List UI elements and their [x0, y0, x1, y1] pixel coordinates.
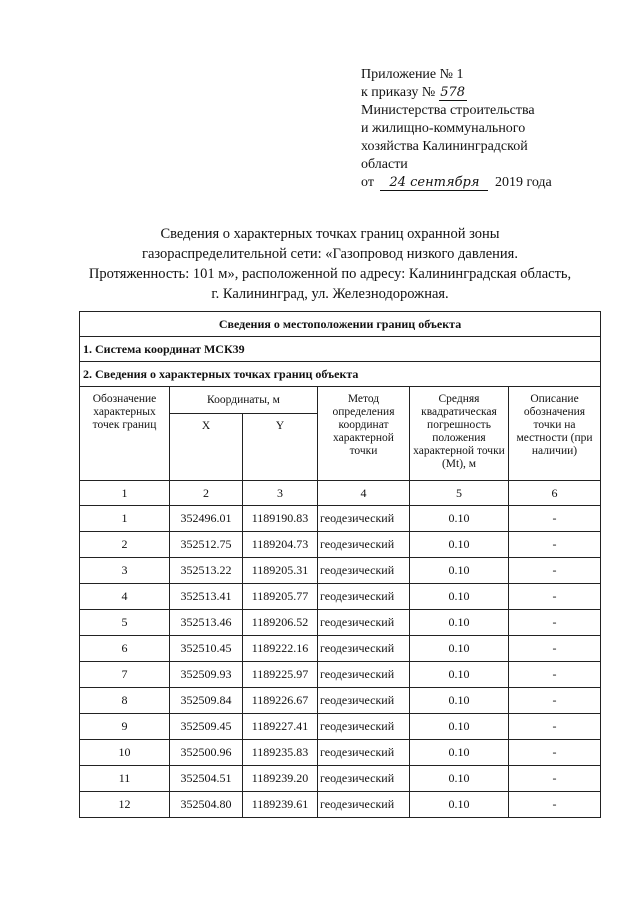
table-row — [80, 558, 601, 584]
table-row — [80, 740, 601, 766]
cell-x: 352509.84 — [170, 688, 243, 714]
cell-y: 1189226.67 — [243, 688, 318, 714]
cell-x: 352509.45 — [170, 714, 243, 740]
document-title — [60, 224, 600, 304]
cell-point-number: 10 — [80, 740, 170, 766]
cell-description: - — [509, 610, 601, 636]
cell-method: геодезический — [318, 792, 410, 818]
section-points: 2. Сведения о характерных точках границ объекта — [80, 362, 601, 387]
cell-y: 1189190.83 — [243, 506, 318, 532]
column-index: 4 — [318, 481, 410, 506]
cell-x: 352513.41 — [170, 584, 243, 610]
column-index: 1 — [80, 481, 170, 506]
date-line — [361, 174, 631, 192]
cell-x: 352500.96 — [170, 740, 243, 766]
header-point: Обозначение характерных точек границ — [80, 387, 170, 481]
cell-point-number: 2 — [80, 532, 170, 558]
ministry-line-3: хозяйства Калининградской — [361, 139, 528, 154]
cell-description: - — [509, 558, 601, 584]
cell-y: 1189205.31 — [243, 558, 318, 584]
table-row — [80, 766, 601, 792]
cell-point-number: 8 — [80, 688, 170, 714]
boundary-points-table — [79, 311, 601, 818]
cell-y: 1189239.20 — [243, 766, 318, 792]
table-row — [80, 584, 601, 610]
cell-method: геодезический — [318, 766, 410, 792]
cell-method: геодезический — [318, 558, 410, 584]
table-row — [80, 792, 601, 818]
cell-x: 352513.22 — [170, 558, 243, 584]
cell-description: - — [509, 766, 601, 792]
cell-method: геодезический — [318, 740, 410, 766]
cell-error: 0.10 — [410, 714, 509, 740]
header-error: Средняя квадратическая погрешность положения характерной точки (Mt), м — [410, 387, 509, 481]
table-row — [80, 662, 601, 688]
order-prefix: к приказу № — [361, 85, 436, 100]
cell-point-number: 7 — [80, 662, 170, 688]
ministry-line-2: и жилищно-коммунального — [361, 121, 526, 136]
cell-x: 352509.93 — [170, 662, 243, 688]
cell-description: - — [509, 506, 601, 532]
cell-x: 352496.01 — [170, 506, 243, 532]
table-row — [80, 532, 601, 558]
cell-y: 1189204.73 — [243, 532, 318, 558]
cell-error: 0.10 — [410, 610, 509, 636]
column-index: 2 — [170, 481, 243, 506]
cell-error: 0.10 — [410, 532, 509, 558]
column-index: 3 — [243, 481, 318, 506]
cell-description: - — [509, 532, 601, 558]
cell-description: - — [509, 662, 601, 688]
date-prefix: от — [361, 175, 374, 190]
header-description: Описание обозначения точки на местности (при наличии) — [509, 387, 601, 481]
cell-error: 0.10 — [410, 506, 509, 532]
cell-y: 1189206.52 — [243, 610, 318, 636]
table-row — [80, 714, 601, 740]
cell-method: геодезический — [318, 532, 410, 558]
cell-error: 0.10 — [410, 584, 509, 610]
cell-method: геодезический — [318, 662, 410, 688]
section-title: Сведения о местоположении границ объекта — [80, 312, 601, 337]
cell-method: геодезический — [318, 714, 410, 740]
cell-error: 0.10 — [410, 662, 509, 688]
order-number-handwritten: 578 — [440, 85, 466, 100]
cell-y: 1189227.41 — [243, 714, 318, 740]
appendix-title: Приложение № 1 — [361, 67, 464, 82]
cell-y: 1189235.83 — [243, 740, 318, 766]
cell-x: 352513.46 — [170, 610, 243, 636]
cell-y: 1189239.61 — [243, 792, 318, 818]
header-coordinates: Координаты, м — [170, 387, 318, 414]
cell-point-number: 6 — [80, 636, 170, 662]
section-coordinate-system: 1. Система координат МСК39 — [80, 337, 601, 362]
date-suffix: 2019 года — [494, 175, 552, 190]
cell-x: 352504.51 — [170, 766, 243, 792]
cell-method: геодезический — [318, 610, 410, 636]
cell-error: 0.10 — [410, 766, 509, 792]
table-row — [80, 506, 601, 532]
cell-point-number: 4 — [80, 584, 170, 610]
cell-description: - — [509, 688, 601, 714]
cell-method: геодезический — [318, 506, 410, 532]
table-row — [80, 688, 601, 714]
column-index-row — [80, 481, 601, 506]
cell-description: - — [509, 792, 601, 818]
cell-y: 1189222.16 — [243, 636, 318, 662]
cell-point-number: 9 — [80, 714, 170, 740]
cell-point-number: 11 — [80, 766, 170, 792]
cell-point-number: 5 — [80, 610, 170, 636]
cell-x: 352510.45 — [170, 636, 243, 662]
cell-y: 1189205.77 — [243, 584, 318, 610]
cell-method: геодезический — [318, 688, 410, 714]
cell-error: 0.10 — [410, 740, 509, 766]
table-row — [80, 610, 601, 636]
cell-point-number: 3 — [80, 558, 170, 584]
cell-description: - — [509, 740, 601, 766]
cell-error: 0.10 — [410, 636, 509, 662]
cell-error: 0.10 — [410, 688, 509, 714]
date-handwritten: 24 сентября — [380, 175, 488, 191]
cell-x: 352512.75 — [170, 532, 243, 558]
cell-error: 0.10 — [410, 792, 509, 818]
cell-error: 0.10 — [410, 558, 509, 584]
cell-method: геодезический — [318, 636, 410, 662]
column-index: 5 — [410, 481, 509, 506]
cell-point-number: 12 — [80, 792, 170, 818]
order-line — [361, 84, 631, 102]
header-method: Метод определения координат характерной точки — [318, 387, 410, 481]
cell-description: - — [509, 584, 601, 610]
ministry-line-4: области — [361, 157, 408, 172]
appendix-block — [361, 66, 631, 192]
title-line-3: Протяженность: 101 м», расположенной по адресу: Калининградская область, — [88, 266, 572, 282]
cell-description: - — [509, 714, 601, 740]
cell-description: - — [509, 636, 601, 662]
cell-method: геодезический — [318, 584, 410, 610]
cell-y: 1189225.97 — [243, 662, 318, 688]
cell-point-number: 1 — [80, 506, 170, 532]
title-line-2: газораспределительной сети: «Газопровод низкого давления. — [142, 246, 518, 262]
column-index: 6 — [509, 481, 601, 506]
table-row — [80, 636, 601, 662]
title-line-1: Сведения о характерных точках границ охранной зоны — [160, 226, 500, 242]
header-x: X — [170, 414, 243, 481]
header-y: Y — [243, 414, 318, 481]
title-line-4: г. Калининград, ул. Железнодорожная. — [211, 286, 449, 302]
ministry-line-1: Министерства строительства — [361, 103, 535, 118]
cell-x: 352504.80 — [170, 792, 243, 818]
